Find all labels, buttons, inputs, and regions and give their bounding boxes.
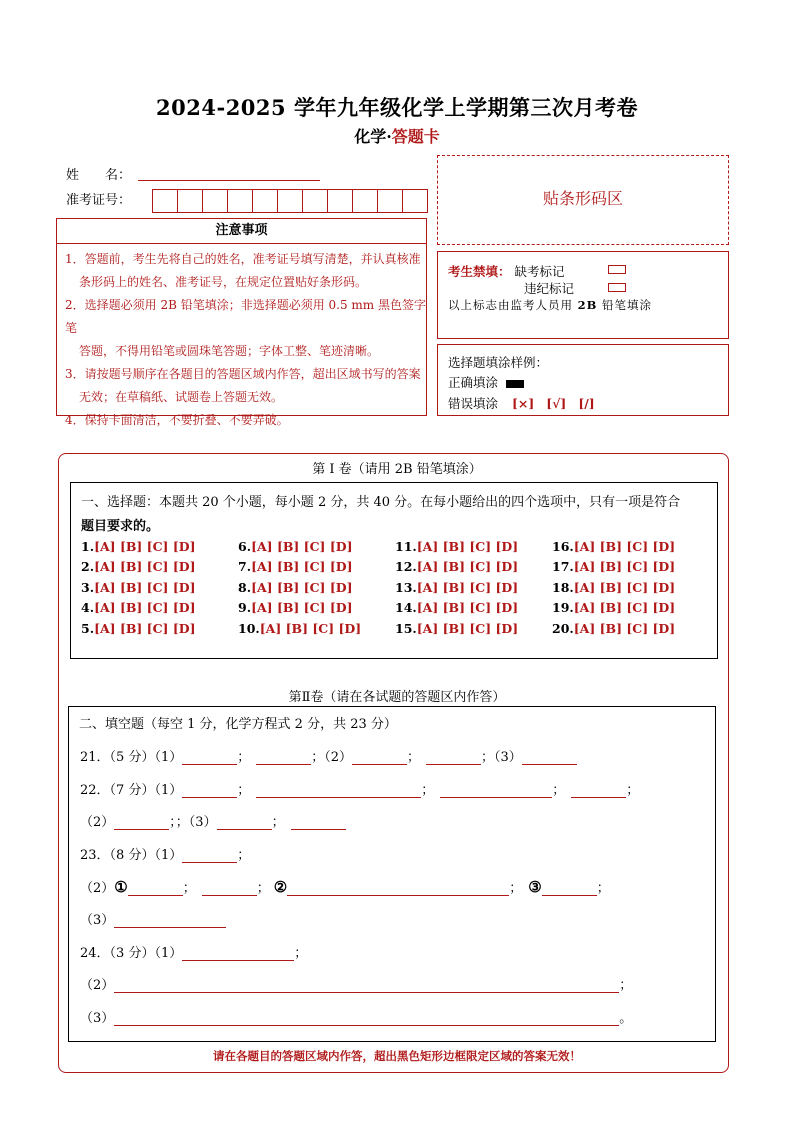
id-label: 准考证号： [66,193,132,208]
answer-options[interactable]: [A] [B] [C] [D] [94,580,196,595]
choice-question-3[interactable] [81,580,196,595]
question-number: 15. [395,621,417,636]
answer-options[interactable]: [A] [B] [C] [D] [251,559,353,574]
choice-question-12[interactable] [395,559,518,574]
exam-id-boxes[interactable] [152,189,427,213]
q23-blank-6[interactable] [114,913,226,928]
answer-options[interactable]: [A] [B] [C] [D] [251,580,353,595]
answer-options[interactable]: [A] [B] [C] [D] [573,580,676,595]
id-digit-box[interactable] [327,189,353,213]
answer-options[interactable]: [A] [B] [C] [D] [573,559,676,574]
q21-label: 21．（5 分）（1） [80,750,183,765]
choice-question-7[interactable] [238,559,353,574]
choice-question-19[interactable] [552,600,675,615]
answer-options[interactable]: [A] [B] [C] [D] [416,580,519,595]
q22-blank-3[interactable] [440,783,552,798]
name-label: 姓 名： [66,168,132,183]
wrong-fill-row [448,394,595,412]
question-number: 2. [81,559,95,574]
q23-row-3: （3） [80,909,226,928]
id-digit-box[interactable] [202,189,228,213]
note-item-2: 2．选择题必须用 2B 铅笔填涂；非选择题必须用 0.5 mm 黑色签字笔 答题，不得用铅笔或圆珠笔答题；字体工整、笔迹清晰。 [65,298,427,358]
question-number: 19. [552,600,574,615]
absent-mark-box[interactable] [608,265,626,274]
q22-row: 22．（7 分）（1） ； ； ； ； [80,783,640,798]
forbidden-label: 考生禁填： [448,264,511,279]
answer-options[interactable]: [A] [B] [C] [D] [416,600,519,615]
q22-blank-4[interactable] [571,783,626,798]
q22-row-2: （2） ；；（3） ； [80,811,346,830]
question-number: 12. [395,559,417,574]
choice-question-18[interactable] [552,580,675,595]
note-item-1: 1．答题前，考生先将自己的姓名，准考证号填写清楚，并认真核准 条形码上的姓名、准考证号，在规定位置贴好条形码。 [65,252,421,289]
answer-options[interactable]: [A] [B] [C] [D] [259,621,362,636]
note-item-4: 4．保持卡面清洁，不要折叠、不要弄破。 [65,413,289,427]
correct-fill-sample [506,380,524,388]
question-number: 10. [238,621,260,636]
q23-blank-5[interactable] [542,881,597,896]
q21-blank-5[interactable] [522,750,577,765]
question-number: 7. [238,559,252,574]
q24-row-2: （2） ； [80,978,633,993]
question-number: 8. [238,580,252,595]
id-digit-box[interactable] [152,189,178,213]
q23-blank-2[interactable] [128,881,183,896]
id-digit-box[interactable] [252,189,278,213]
choice-question-10[interactable] [238,621,361,636]
wrong-label: 错误填涂 [448,396,499,411]
id-digit-box[interactable] [352,189,378,213]
answer-options[interactable]: [A] [B] [C] [D] [416,539,519,554]
q24-blank-2[interactable] [114,978,619,993]
q24-label: 24．（3 分）（1） [80,946,183,961]
question-number: 6. [238,539,252,554]
forbidden-box [437,251,729,339]
id-digit-box[interactable] [177,189,203,213]
sample-title: 选择题填涂样例： [448,355,549,370]
answer-options[interactable]: [A] [B] [C] [D] [94,621,196,636]
question-number: 3. [81,580,95,595]
name-input-line[interactable] [138,180,320,181]
wrong-mark-check: [√] [546,396,567,411]
absent-label: 缺考标记 [514,264,565,279]
choice-question-13[interactable] [395,580,518,595]
choice-question-14[interactable] [395,600,518,615]
answer-options[interactable]: [A] [B] [C] [D] [251,600,353,615]
q24-row-3: （3） 。 [80,1011,633,1026]
q22-blank-2[interactable] [256,783,421,798]
q22-label: 22．（7 分）（1） [80,783,183,798]
choice-question-9[interactable] [238,600,353,615]
choice-question-2[interactable] [81,559,196,574]
q21-blank-2[interactable] [256,750,311,765]
violation-label: 违纪标记 [524,281,575,296]
q23-row-2: （2）① ； ； ② ； ③ ； [80,878,610,896]
choice-question-15[interactable] [395,621,518,636]
violation-mark-box[interactable] [608,283,626,292]
answer-options[interactable]: [A] [B] [C] [D] [416,559,519,574]
part1-box [70,482,718,659]
id-digit-box[interactable] [277,189,303,213]
question-number: 18. [552,580,574,595]
q22-blank-5[interactable] [114,815,169,830]
question-number: 1. [81,539,95,554]
answer-options[interactable]: [A] [B] [C] [D] [573,600,676,615]
footer-warning: 请在各题目的答题区域内作答，超出黑色矩形边框限定区域的答案无效！ [213,1049,581,1063]
answer-options[interactable]: [A] [B] [C] [D] [94,539,196,554]
answer-options[interactable]: [A] [B] [C] [D] [94,600,196,615]
choice-question-16[interactable] [552,539,675,554]
choice-question-1[interactable] [81,539,196,554]
answer-options[interactable]: [A] [B] [C] [D] [573,539,676,554]
q21-blank-1[interactable] [182,750,237,765]
q23-row: 23．（8 分）（1） ； [80,848,251,863]
barcode-area-label: 贴条形码区 [542,189,623,208]
answer-options[interactable]: [A] [B] [C] [D] [251,539,353,554]
choice-question-4[interactable] [81,600,196,615]
part1-header: 第 I 卷（请用 2B 铅笔填涂） [312,462,482,477]
subtitle-answer-sheet: 答题卡 [391,127,440,146]
page-subtitle [0,124,794,147]
answer-options[interactable]: [A] [B] [C] [D] [416,621,519,636]
answer-options[interactable]: [A] [B] [C] [D] [573,621,676,636]
q21-blank-3[interactable] [352,750,407,765]
notes-list [57,244,426,432]
question-number: 11. [395,539,417,554]
correct-label: 正确填涂 [448,375,499,390]
q23-blank-4[interactable] [287,881,509,896]
wrong-mark-slash: [/] [578,396,595,411]
q23-label: 23．（8 分）（1） [80,848,183,863]
subtitle-subject: 化学· [354,127,392,146]
id-digit-box[interactable] [227,189,253,213]
part2-header: 第Ⅱ卷（请在各试题的答题区内作答） [288,690,506,705]
part2-section-title: 二、填空题（每空 1 分，化学方程式 2 分，共 23 分） [79,717,397,732]
choice-question-6[interactable] [238,539,353,554]
page-title: 2024-2025 学年九年级化学上学期第三次月考卷 [156,95,638,120]
answer-options[interactable]: [A] [B] [C] [D] [94,559,196,574]
choice-question-11[interactable] [395,539,518,554]
q23-blank-3[interactable] [202,881,257,896]
sample-box [437,344,729,416]
choice-question-17[interactable] [552,559,675,574]
q22-blank-6[interactable] [217,815,272,830]
question-number: 14. [395,600,417,615]
q22-blank-7[interactable] [291,815,346,830]
correct-fill-row [448,373,524,391]
part1-instruction-1: 一、选择题：本题共 20 个小题，每小题 2 分，共 40 分。在每小题给出的四个选项中，只有一项是符合 [81,495,681,510]
question-number: 9. [238,600,252,615]
question-number: 17. [552,559,574,574]
part1-instruction-2: 题目要求的。 [81,519,160,534]
note-item-3: 3．请按题号顺序在各题目的答题区域内作答，超出区域书写的答案 无效；在草稿纸、试题卷上答题无效。 [65,367,421,404]
notes-box [56,218,427,427]
question-number: 16. [552,539,574,554]
choice-question-8[interactable] [238,580,353,595]
question-number: 4. [81,600,95,615]
q23-blank-1[interactable] [182,848,237,863]
q22-blank-1[interactable] [182,783,237,798]
q21-row: 21．（5 分）（1） ； ；（2） ； ；（3） [80,746,577,765]
q24-blank-1[interactable] [182,946,294,961]
barcode-area [437,155,729,245]
q24-blank-3[interactable] [114,1011,619,1026]
id-digit-box[interactable] [302,189,328,213]
choice-question-20[interactable] [552,621,675,636]
question-number: 20. [552,621,574,636]
forbidden-note: 以上标志由监考人员用 2B 铅笔填涂 [448,298,653,312]
id-digit-box[interactable] [377,189,403,213]
choice-question-5[interactable] [81,621,196,636]
question-number: 5. [81,621,95,636]
q24-row: 24．（3 分）（1） ； [80,946,308,961]
q21-blank-4[interactable] [426,750,481,765]
id-digit-box[interactable] [402,189,428,213]
wrong-mark-x: [×] [512,396,535,411]
notes-title: 注意事项 [57,219,426,244]
question-number: 13. [395,580,417,595]
